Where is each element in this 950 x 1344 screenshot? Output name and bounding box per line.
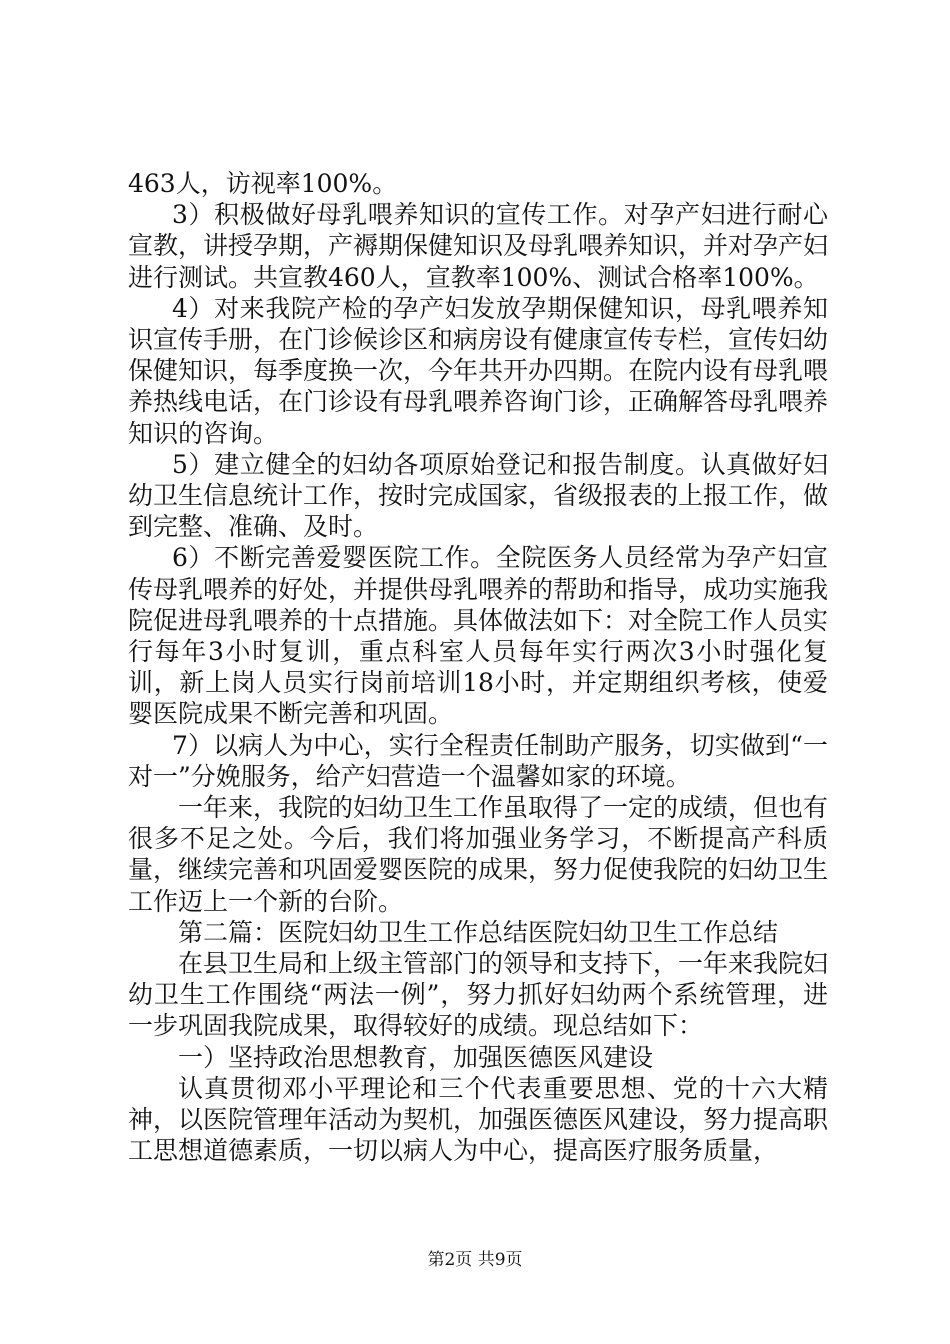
paragraph-ethics: 认真贯彻邓小平理论和三个代表重要思想、党的十六大精神，以医院管理年活动为契机，加强医德医风建设，努力提高职工思想道德素质，一切以病人为中心，提高医疗服务质量， [128, 1073, 829, 1166]
paragraph-item-6: 6）不断完善爱婴医院工作。全院医务人员经常为孕产妇宣传母乳喂养的好处，并提供母乳喂养的帮助和指导，成功实施我院促进母乳喂养的十点措施。具体做法如下：对全院工作人员实行每年3小时复训，重点科室人员每年实行两次3小时强化复训，新上岗人员实行岗前培训18小时，并定期组织考核，使爱婴医院成果不断完善和巩固。 [128, 543, 829, 729]
subheading-politics: 一）坚持政治思想教育，加强医德医风建设 [178, 1042, 654, 1072]
paragraph-intro: 在县卫生局和上级主管部门的领导和支持下，一年来我院妇幼卫生工作围绕“两法一例”，努力抓好妇幼两个系统管理，进一步巩固我院成果，取得较好的成绩。现总结如下： [128, 949, 829, 1041]
section-title-part-two: 第二篇：医院妇幼卫生工作总结医院妇幼卫生工作总结 [178, 917, 779, 947]
paragraph-item-5: 5）建立健全的妇幼各项原始登记和报告制度。认真做好妇幼卫生信息统计工作，按时完成国家，省级报表的上报工作，做到完整、准确、及时。 [128, 449, 829, 542]
page-number-footer: 第2页 共9页 [427, 1250, 523, 1270]
paragraph-visit-rate: 463人，访视率100%。 [128, 169, 398, 198]
document-body [128, 168, 828, 1167]
paragraph-item-4: 4）对来我院产检的孕产妇发放孕期保健知识，母乳喂养知识宣传手册，在门诊候诊区和病房设有健康宣传专栏，宣传妇幼保健知识，每季度换一次，今年共开办四期。在院内设有母乳喂养热线电话，在门诊设有母乳喂养咨询门诊，正确解答母乳喂养知识的咨询。 [128, 293, 829, 448]
paragraph-summary: 一年来，我院的妇幼卫生工作虽取得了一定的成绩，但也有很多不足之处。今后，我们将加强业务学习，不断提高产科质量，继续完善和巩固爱婴医院的成果，努力促使我院的妇幼卫生工作迈上一个新的台阶。 [128, 793, 829, 916]
paragraph-item-3: 3）积极做好母乳喂养知识的宣传工作。对孕产妇进行耐心宣教，讲授孕期，产褥期保健知识及母乳喂养知识，并对孕产妇进行测试。共宣教460人，宣教率100%、测试合格率100%。 [128, 200, 829, 292]
paragraph-item-7: 7）以病人为中心，实行全程责任制助产服务，切实做到“一对一”分娩服务，给产妇营造一个温馨如家的环境。 [128, 730, 828, 791]
